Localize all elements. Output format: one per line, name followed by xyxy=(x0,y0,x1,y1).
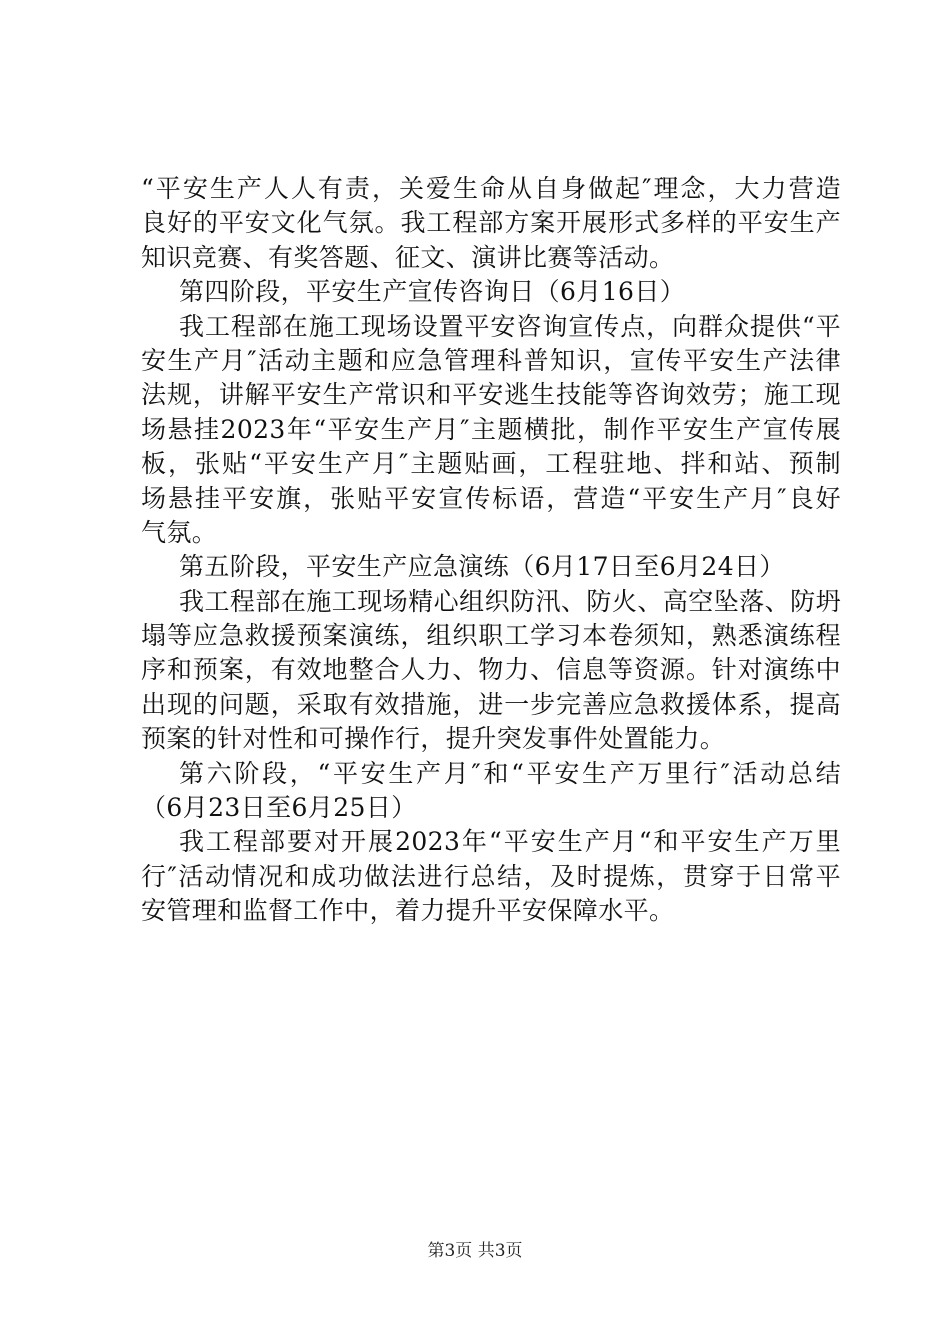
text-line: 良好的平安文化气氛。我工程部方案开展形式多样的平安生产 xyxy=(141,208,841,238)
text-line: 场悬挂2023年“平安生产月″主题横批，制作平安生产宣传展 xyxy=(141,414,841,444)
document-body xyxy=(141,172,841,929)
text-line: 知识竞赛、有奖答题、征文、演讲比赛等活动。 xyxy=(141,242,675,272)
text-line: 场悬挂平安旗，张贴平安宣传标语，营造“平安生产月″良好 xyxy=(141,483,841,513)
text-line: 序和预案，有效地整合人力、物力、信息等资源。针对演练中 xyxy=(141,655,841,685)
page-footer: 第3页 共3页 xyxy=(427,1241,523,1261)
text-line: 第四阶段，平安生产宣传咨询日（6月16日） xyxy=(179,277,686,307)
text-line: “平安生产人人有责，关爱生命从自身做起″理念，大力营造 xyxy=(141,174,841,203)
text-line: （6月23日至6月25日） xyxy=(141,793,417,823)
text-line: 我工程部要对开展2023年“平安生产月“和平安生产万里 xyxy=(179,827,841,857)
text-line: 安管理和监督工作中，着力提升平安保障水平。 xyxy=(141,896,675,926)
text-line: 预案的针对性和可操作行，提升突发事件处置能力。 xyxy=(141,724,726,754)
text-line: 塌等应急救援预案演练，组织职工学习本卷须知，熟悉演练程 xyxy=(141,621,841,651)
text-line: 第五阶段，平安生产应急演练（6月17日至6月24日） xyxy=(179,552,785,582)
text-line: 板，张贴“平安生产月″主题贴画，工程驻地、拌和站、预制 xyxy=(141,449,841,479)
text-line: 安生产月″活动主题和应急管理科普知识，宣传平安生产法律 xyxy=(141,345,841,375)
text-line: 第六阶段，“平安生产月″和“平安生产万里行″活动总结 xyxy=(179,758,841,788)
text-line: 我工程部在施工现场精心组织防汛、防火、高空坠落、防坍 xyxy=(179,586,841,616)
text-line: 气氛。 xyxy=(141,517,218,547)
text-line: 我工程部在施工现场设置平安咨询宣传点，向群众提供“平 xyxy=(179,311,841,341)
text-line: 出现的问题，采取有效措施，进一步完善应急救援体系，提高 xyxy=(141,689,841,719)
text-line: 法规，讲解平安生产常识和平安逃生技能等咨询效劳；施工现 xyxy=(141,380,841,410)
text-line: 行″活动情况和成功做法进行总结，及时提炼，贯穿于日常平 xyxy=(141,861,841,891)
